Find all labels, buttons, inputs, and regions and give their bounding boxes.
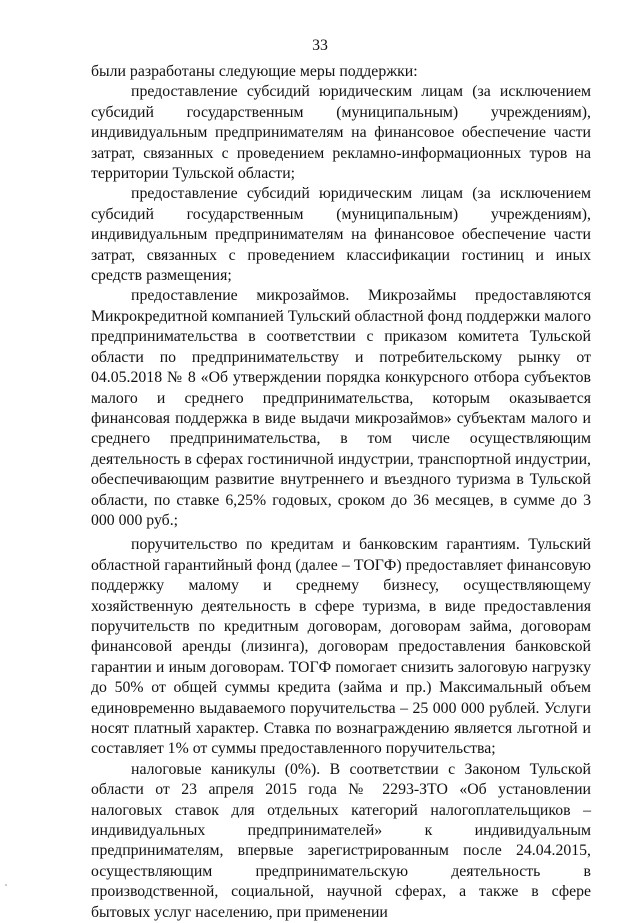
paragraph: предоставление субсидий юридическим лицам (за исключением субсидий государственным (муниципальным) учреждениям), индивидуальным предпринимателям на финансовое обеспечение части затрат, связанных с проведением рекламно-информационных туров на территории Тульской области;: [91, 83, 591, 183]
paragraph: предоставление субсидий юридическим лицам (за исключением субсидий государственным (муниципальным) учреждениям), индивидуальным предпринимателям на финансовое обеспечение части затрат, связанных с проведением классификации гостиниц и иных средств размещения;: [91, 185, 591, 285]
paragraph: поручительство по кредитам и банковским гарантиям. Тульский областной гарантийный фонд (далее – ТОГФ) предоставляет финансовую поддержку малому и среднему бизнесу, осуществляющему хозяйственную деятельность в сфере туризма, в виде предоставления поручительств по кредитным договорам, договорам займа, договорам финансовой аренды (лизинга), договорам предоставления банковской гарантии и иным договорам. ТОГФ помогает снизить залоговую нагрузку до 50% от общей суммы кредита (займа и пр.) Максимальный объем единовременно выдаваемого поручительства – 25 000 000 рублей. Услуги носят платный характер. Ставка по вознаграждению является льготной и составляет 1% от суммы предоставленного поручительства;: [91, 536, 591, 758]
paragraph: предоставление микрозаймов. Микрозаймы предоставляются Микрокредитной компанией Тульский областной фонд поддержки малого предпринимательства в соответствии с приказом комитета Тульской области по предпринимательству и потребительскому рынку от 04.05.2018 № 8 «Об утверждении порядка конкурсного отбора субъектов малого и среднего предпринимательства, которым оказывается финансовая поддержка в виде выдачи микрозаймов» субъектам малого и среднего предпринимательства, в том числе осуществляющим деятельность в сферах гостиничной индустрии, транспортной индустрии, обеспечивающим развитие внутреннего и въездного туризма в Тульской области, по ставке 6,25% годовых, сроком до 36 месяцев, в сумме до 3 000 000 руб.;: [91, 287, 591, 529]
scan-artifact: [5, 884, 7, 886]
page-number: 33: [312, 37, 328, 54]
document-body: [91, 62, 591, 923]
paragraph: налоговые каникулы (0%). В соответствии с Законом Тульской области от 23 апреля 2015 года № 2293-ЗТО «Об установлении налоговых ставок для отдельных категорий налогоплательщиков – индивидуальных предпринимателей» к индивидуальным предпринимателям, впервые зарегистрированным после 24.04.2015, осуществляющим предпринимательскую деятельность в производственной, социальной, научной сферах, а также в сфере бытовых услуг населению, при применении: [91, 760, 591, 921]
paragraph: были разработаны следующие меры поддержки:: [91, 63, 418, 80]
